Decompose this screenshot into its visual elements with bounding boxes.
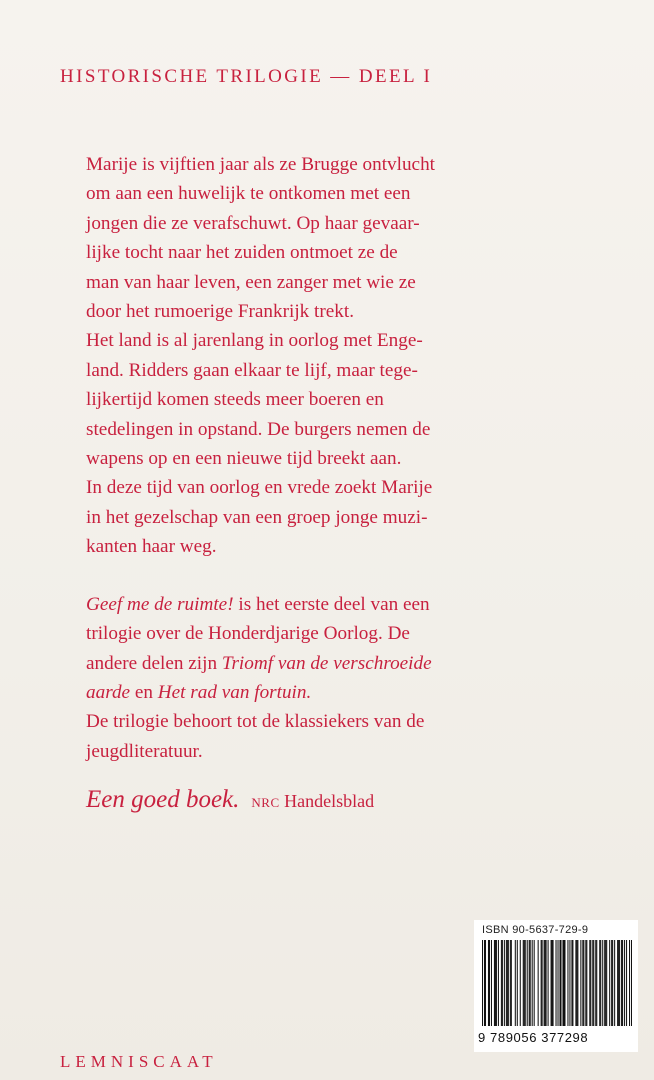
series-title: HISTORISCHE TRILOGIE — DEEL I bbox=[60, 66, 433, 87]
barcode-bar bbox=[576, 940, 577, 1026]
barcode-bar bbox=[559, 940, 560, 1026]
barcode-bar bbox=[510, 940, 511, 1026]
barcode-bar bbox=[560, 940, 561, 1026]
barcode-bar bbox=[545, 940, 546, 1026]
barcode-digits: 9 789056 377298 bbox=[478, 1030, 589, 1045]
barcode-bar bbox=[506, 940, 507, 1026]
barcode-bar bbox=[541, 940, 542, 1026]
barcode-bar bbox=[491, 940, 492, 1026]
barcode-bar bbox=[502, 940, 503, 1026]
barcode-bar bbox=[529, 940, 530, 1026]
barcode-bar bbox=[495, 940, 496, 1026]
isbn-number: ISBN 90-5637-729-9 bbox=[482, 924, 589, 936]
blurb-line: stedelingen in opstand. De burgers nemen de bbox=[86, 418, 431, 440]
quote-source bbox=[251, 791, 374, 811]
barcode-bars bbox=[482, 940, 632, 1026]
barcode-bar bbox=[482, 940, 483, 1026]
book-title-1: Geef me de ruimte! bbox=[86, 593, 234, 615]
blurb-text-run: en bbox=[130, 681, 158, 703]
blurb-line: jongen die ze verafschuwt. Op haar gevaar- bbox=[86, 212, 420, 234]
barcode-bar bbox=[504, 940, 505, 1026]
quote-source-name: Handelsblad bbox=[279, 791, 375, 811]
barcode-bar bbox=[571, 940, 572, 1026]
blurb-paragraph-1 bbox=[86, 150, 516, 562]
blurb-text-run: is het eerste deel van een bbox=[233, 593, 430, 615]
barcode-bar bbox=[590, 940, 591, 1026]
barcode-bar bbox=[534, 940, 535, 1026]
blurb-line: jeugdliteratuur. bbox=[86, 740, 203, 762]
blurb-line: man van haar leven, een zanger met wie ze bbox=[86, 271, 416, 293]
barcode-bar bbox=[546, 940, 547, 1026]
barcode-bar bbox=[484, 940, 485, 1026]
barcode-bar bbox=[511, 940, 512, 1026]
barcode-bar bbox=[515, 940, 516, 1026]
barcode-bar bbox=[564, 940, 565, 1026]
barcode-bar bbox=[626, 940, 627, 1026]
barcode-bar bbox=[602, 940, 603, 1026]
barcode-bar bbox=[530, 940, 531, 1026]
barcode-bar bbox=[548, 940, 549, 1026]
barcode-bar bbox=[552, 940, 553, 1026]
barcode-bar bbox=[524, 940, 525, 1026]
barcode-bar bbox=[582, 940, 583, 1026]
barcode-bar bbox=[489, 940, 490, 1026]
barcode-bar bbox=[622, 940, 623, 1026]
barcode-bar bbox=[553, 940, 554, 1026]
barcode-bar bbox=[488, 940, 489, 1026]
barcode-bar bbox=[614, 940, 615, 1026]
blurb-line bbox=[86, 649, 516, 678]
barcode-bar bbox=[525, 940, 526, 1026]
blurb-line: trilogie over de Honderdjarige Oorlog. De bbox=[86, 623, 410, 645]
barcode-bar bbox=[567, 940, 568, 1026]
blurb-line bbox=[86, 678, 516, 707]
barcode-bar bbox=[508, 940, 509, 1026]
publisher-name: LEMNISCAAT bbox=[60, 1052, 218, 1071]
barcode-bar bbox=[595, 940, 596, 1026]
book-title-2-continued: aarde bbox=[86, 681, 131, 703]
quote-source-prefix: NRC bbox=[251, 795, 280, 810]
barcode-bar bbox=[572, 940, 573, 1026]
barcode-bar bbox=[498, 940, 499, 1026]
barcode-bar bbox=[589, 940, 590, 1026]
barcode-bar bbox=[527, 940, 528, 1026]
barcode-bar bbox=[596, 940, 597, 1026]
quote-text: Een goed boek. bbox=[86, 786, 240, 813]
barcode-bar bbox=[485, 940, 486, 1026]
barcode-bar bbox=[585, 940, 586, 1026]
barcode-bar bbox=[605, 940, 606, 1026]
barcode-bar bbox=[501, 940, 502, 1026]
blurb-paragraph-2 bbox=[86, 590, 516, 766]
barcode-bar bbox=[520, 940, 521, 1026]
barcode-bar bbox=[617, 940, 618, 1026]
blurb-line: wapens op en een nieuwe tijd breekt aan. bbox=[86, 448, 402, 470]
barcode-bar bbox=[523, 940, 524, 1026]
barcode-bar bbox=[562, 940, 563, 1026]
blurb-line: land. Ridders gaan elkaar te lijf, maar tege- bbox=[86, 359, 418, 381]
barcode-bar bbox=[611, 940, 612, 1026]
barcode-bar bbox=[496, 940, 497, 1026]
barcode-bar bbox=[517, 940, 518, 1026]
barcode-bar bbox=[586, 940, 587, 1026]
barcode-bar bbox=[556, 940, 557, 1026]
barcode-bar bbox=[542, 940, 543, 1026]
barcode-bar bbox=[621, 940, 622, 1026]
barcode-bar bbox=[544, 940, 545, 1026]
blurb-line: lijkertijd komen steeds meer boeren en bbox=[86, 389, 384, 411]
blurb-line: In deze tijd van oorlog en vrede zoekt Marije bbox=[86, 477, 433, 499]
barcode-bar bbox=[631, 940, 632, 1026]
book-title-3: Het rad van fortuin. bbox=[157, 681, 312, 703]
barcode-bar bbox=[577, 940, 578, 1026]
blurb-text bbox=[86, 150, 516, 766]
blurb-line: Marije is vijftien jaar als ze Brugge ontvlucht bbox=[86, 154, 436, 175]
barcode-bar bbox=[575, 940, 576, 1026]
barcode-bar bbox=[604, 940, 605, 1026]
blurb-line: in het gezelschap van een groep jonge muzi- bbox=[86, 506, 428, 528]
barcode-bar bbox=[551, 940, 552, 1026]
blurb-line: om aan een huwelijk te ontkomen met een bbox=[86, 183, 411, 205]
barcode-bar bbox=[624, 940, 625, 1026]
barcode-bar bbox=[600, 940, 601, 1026]
barcode-bar bbox=[580, 940, 581, 1026]
barcode-bar bbox=[532, 940, 533, 1026]
barcode-bar bbox=[619, 940, 620, 1026]
blurb-line: De trilogie behoort tot de klassiekers van de bbox=[86, 711, 425, 733]
barcode-bar bbox=[609, 940, 610, 1026]
blurb-text-run: andere delen zijn bbox=[86, 652, 222, 674]
blurb-line: Het land is al jarenlang in oorlog met Enge- bbox=[86, 330, 423, 352]
barcode-bar bbox=[629, 940, 630, 1026]
barcode-bar bbox=[538, 940, 539, 1026]
barcode-bar bbox=[606, 940, 607, 1026]
blurb-line: door het rumoerige Frankrijk trekt. bbox=[86, 301, 355, 323]
review-quote bbox=[86, 786, 374, 814]
blurb-line: kanten haar weg. bbox=[86, 536, 217, 558]
barcode-bar bbox=[592, 940, 593, 1026]
barcode-bar bbox=[583, 940, 584, 1026]
blurb-line bbox=[86, 590, 516, 619]
book-title-2: Triomf van de verschroeide bbox=[221, 652, 432, 674]
barcode-bar bbox=[494, 940, 495, 1026]
barcode-bar bbox=[507, 940, 508, 1026]
barcode-bar bbox=[612, 940, 613, 1026]
barcode-bar bbox=[599, 940, 600, 1026]
barcode-bar bbox=[618, 940, 619, 1026]
barcode-bar bbox=[593, 940, 594, 1026]
barcode-bar bbox=[557, 940, 558, 1026]
barcode-bar bbox=[563, 940, 564, 1026]
barcode-bar bbox=[569, 940, 570, 1026]
blurb-line: lijke tocht naar het zuiden ontmoet ze de bbox=[86, 242, 398, 264]
